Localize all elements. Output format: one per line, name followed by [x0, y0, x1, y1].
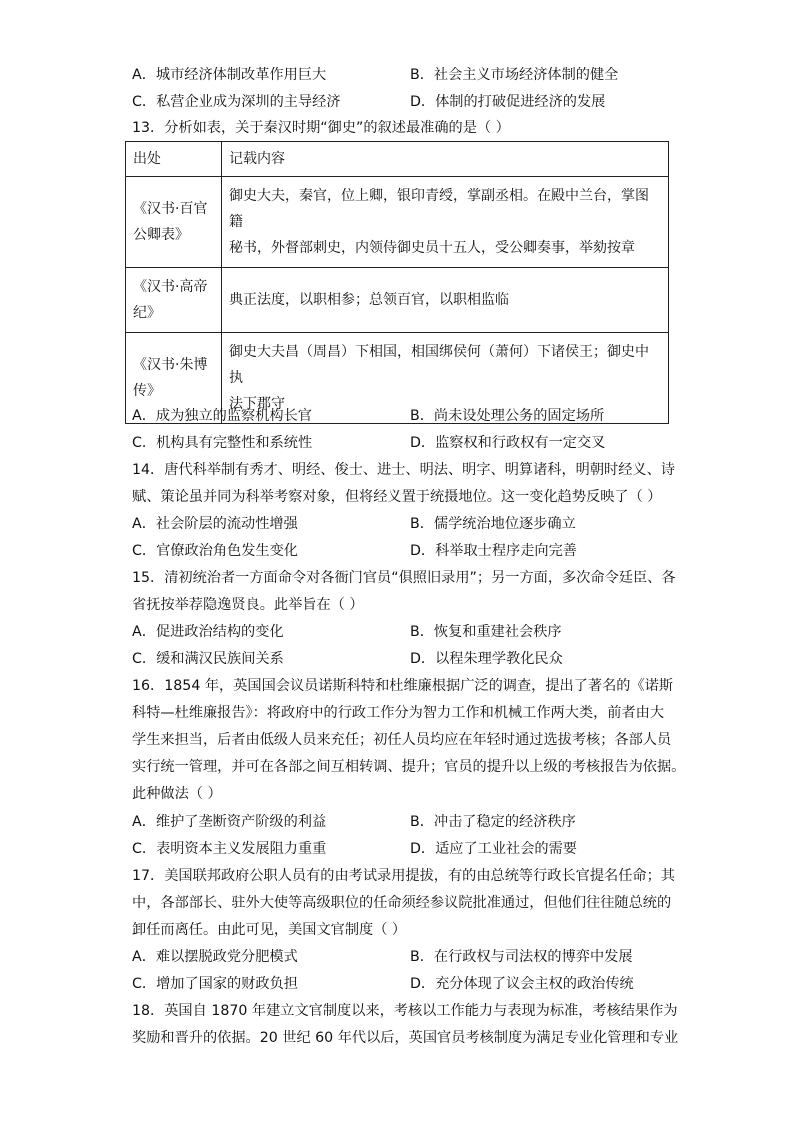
q12-option-b[interactable]: B．社会主义市场经济体制的健全 — [410, 67, 619, 83]
q16-option-c[interactable]: C．表明资本主义发展阻力重重 — [132, 841, 327, 857]
q14-option-a[interactable]: A．社会阶层的流动性增强 — [132, 516, 298, 532]
q15-option-c[interactable]: C．缓和满汉民族间关系 — [132, 651, 284, 667]
source-line: 传》 — [133, 383, 161, 399]
source-line: 《汉书·朱博 — [133, 357, 208, 373]
q13-stem: 13．分析如表，关于秦汉时期“御史”的叙述最准确的是（ ） — [132, 120, 510, 136]
q14-options-row-1 — [132, 515, 672, 533]
q16-stem-line-1: 16．1854 年，英国国会议员诺斯科特和杜维廉根据广泛的调查，提出了著名的《诺斯 — [132, 678, 674, 694]
q17-stem-line-1: 17．美国联邦政府公职人员有的由考试录用提拔，有的由总统等行政长官提名任命；其 — [132, 868, 675, 884]
q13-options-row-2 — [132, 434, 672, 452]
source-line: 公卿表》 — [133, 227, 189, 243]
q17-option-c[interactable]: C．增加了国家的财政负担 — [132, 976, 298, 992]
q17-options-row-2 — [132, 975, 672, 993]
source-line: 《汉书·百官 — [133, 201, 208, 217]
q16-option-a[interactable]: A．维护了垄断资产阶级的利益 — [132, 814, 327, 830]
content-line: 御史大夫昌（周昌）下相国，相国绑侯何（萧何）下诸侯王；御史中执 — [229, 344, 649, 386]
q13-table — [125, 141, 669, 424]
q12-options-row-1 — [132, 66, 672, 84]
q17-option-b[interactable]: B．在行政权与司法权的博弈中发展 — [410, 949, 633, 965]
q15-option-a[interactable]: A．促进政治结构的变化 — [132, 624, 284, 640]
q14-stem-line-2: 赋、策论虽并同为科举考察对象，但将经义置于统摄地位。这一变化趋势反映了（ ） — [132, 489, 662, 505]
q17-option-d[interactable]: D．充分体现了议会主权的政治传统 — [410, 976, 634, 992]
table-cell-source — [126, 268, 222, 333]
table-cell-content — [222, 268, 669, 333]
q16-stem-line-5: 此种做法（ ） — [132, 786, 222, 802]
q16-options-row-1 — [132, 813, 672, 831]
content-line: 秘书，外督部刺史，内领侍御史员十五人，受公卿奏事，举劾按章 — [229, 240, 635, 256]
table-header-row — [126, 142, 669, 177]
q17-options-row-1 — [132, 948, 672, 966]
table-cell-content — [222, 177, 669, 268]
q14-options-row-2 — [132, 542, 672, 560]
q14-stem-line-1: 14．唐代科举制有秀才、明经、俊士、进士、明法、明字、明算诸科，明朝时经义、诗 — [132, 462, 675, 478]
content-line: 法下郡守 — [229, 396, 285, 412]
q18-stem-line-2: 奖励和晋升的依据。20 世纪 60 年代以后，英国官员考核制度为满足专业化管理和专业 — [132, 1030, 679, 1046]
q12-option-a[interactable]: A．城市经济体制改革作用巨大 — [132, 67, 327, 83]
q17-option-a[interactable]: A．难以摆脱政党分肥模式 — [132, 949, 298, 965]
q16-option-b[interactable]: B．冲击了稳定的经济秩序 — [410, 814, 576, 830]
q13-option-a[interactable]: A．成为独立的监察机构长官 — [132, 408, 312, 424]
q18-stem-line-1: 18．英国自 1870 年建立文官制度以来，考核以工作能力与表现为标准，考核结果作为 — [132, 1003, 678, 1019]
q12-option-d[interactable]: D．体制的打破促进经济的发展 — [410, 94, 606, 110]
source-line: 《汉书·高帝 — [133, 279, 208, 295]
q12-option-c[interactable]: C．私营企业成为深圳的主导经济 — [132, 94, 341, 110]
content-line: 典正法度，以职相参；总领百官，以职相监临 — [229, 292, 509, 308]
q14-option-b[interactable]: B．儒学统治地位逐步确立 — [410, 516, 576, 532]
q13-option-c[interactable]: C．机构具有完整性和系统性 — [132, 435, 313, 451]
q16-options-row-2 — [132, 840, 672, 858]
q12-options-row-2 — [132, 93, 672, 111]
q13-option-b[interactable]: B．尚未设处理公务的固定场所 — [410, 408, 605, 424]
table-row — [126, 177, 669, 268]
content-line: 御史大夫，秦官，位上卿，银印青绶，掌副丞相。在殿中兰台，掌图籍 — [229, 188, 649, 230]
q14-option-c[interactable]: C．官僚政治角色发生变化 — [132, 543, 298, 559]
source-line: 纪》 — [133, 305, 161, 321]
q15-stem-line-2: 省抚按举荐隐逸贤良。此举旨在（ ） — [132, 597, 364, 613]
q13-options-row-1 — [132, 407, 672, 425]
q15-option-b[interactable]: B．恢复和重建社会秩序 — [410, 624, 562, 640]
q16-option-d[interactable]: D．适应了工业社会的需要 — [410, 841, 577, 857]
q16-stem-line-2: 科特—杜维廉报告》：将政府中的行政工作分为智力工作和机械工作两大类，前者由大 — [132, 705, 665, 721]
table-cell-source — [126, 177, 222, 268]
q16-stem-line-3: 学生来担当，后者由低级人员来充任；初任人员均应在年轻时通过选拔考核；各部人员 — [132, 732, 672, 748]
q15-options-row-2 — [132, 650, 672, 668]
q15-option-d[interactable]: D．以程朱理学教化民众 — [410, 651, 563, 667]
q16-stem-line-4: 实行统一管理，并可在各部之间互相转调、提升；官员的提升以上级的考核报告为依据。 — [132, 759, 686, 775]
q14-option-d[interactable]: D．科举取士程序走向完善 — [410, 543, 577, 559]
table-header-source: 出处 — [126, 142, 222, 177]
table-header-content: 记载内容 — [222, 142, 669, 177]
q17-stem-line-2: 中，各部部长、驻外大使等高级职位的任命须经参议院批准通过，但他们往往随总统的 — [132, 895, 672, 911]
q17-stem-line-3: 卸任而离任。由此可见，美国文官制度（ ） — [132, 922, 407, 938]
q13-option-d[interactable]: D．监察权和行政权有一定交叉 — [410, 435, 606, 451]
q15-stem-line-1: 15．清初统治者一方面命令对各衙门官员“俱照旧录用”；另一方面，多次命令廷臣、各 — [132, 570, 676, 586]
q15-options-row-1 — [132, 623, 672, 641]
table-row — [126, 268, 669, 333]
